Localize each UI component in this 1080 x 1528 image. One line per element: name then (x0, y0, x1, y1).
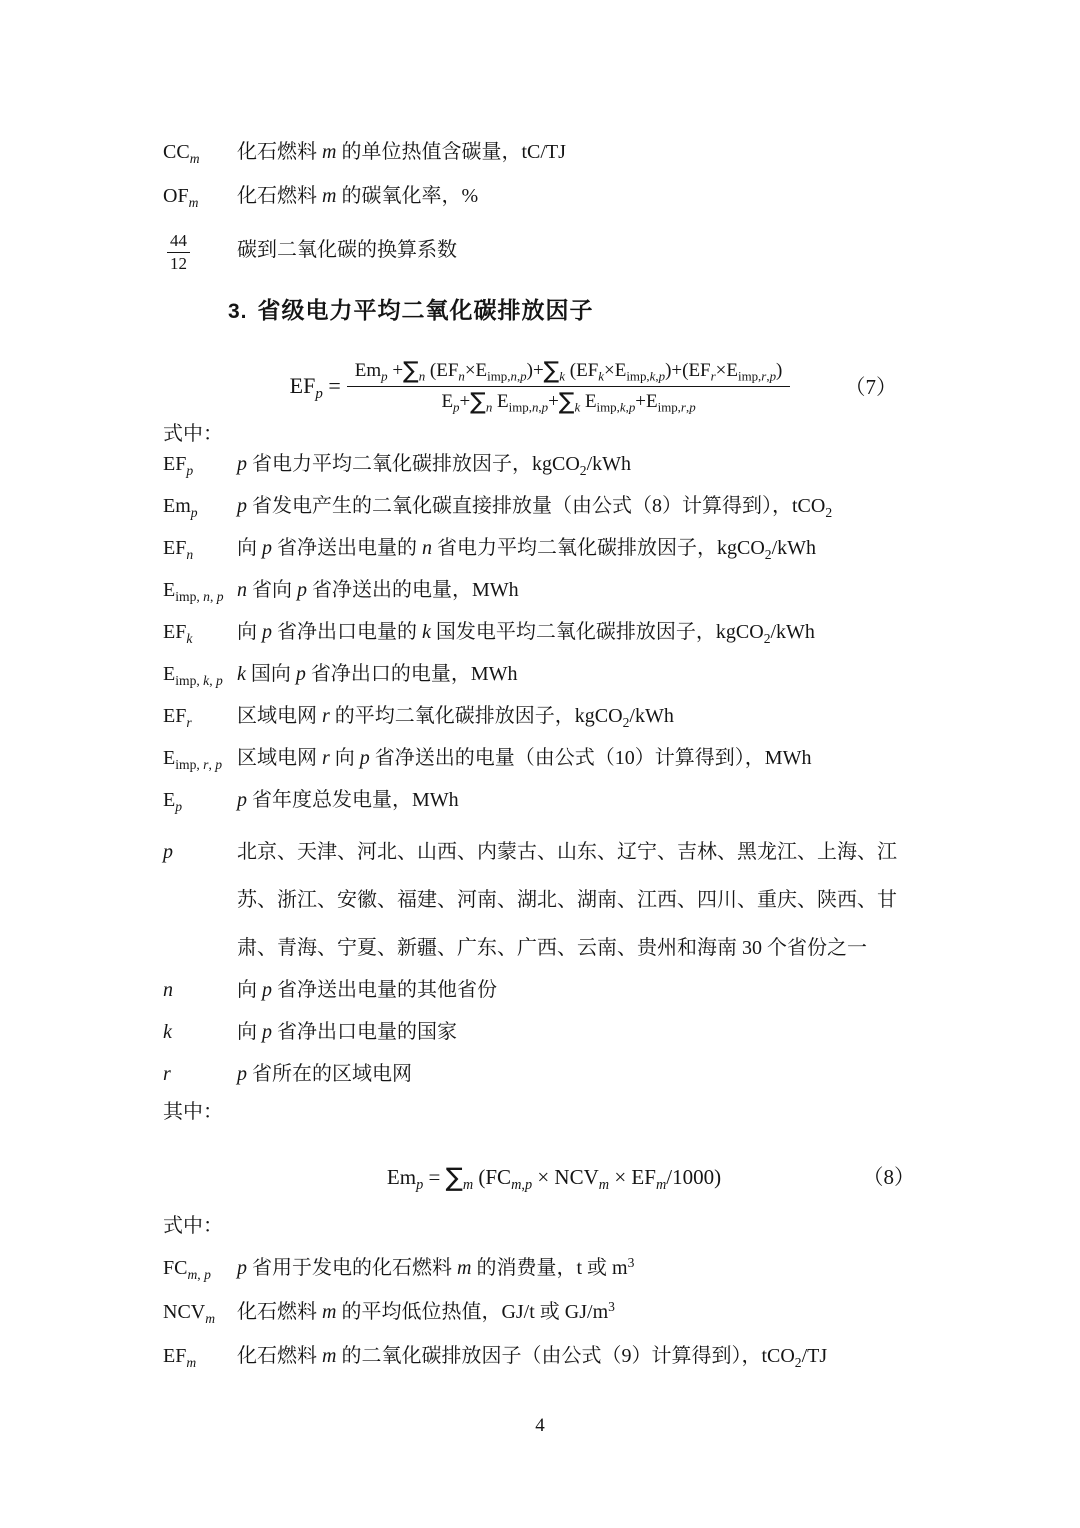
formula-7-numerator: $Em_p +\sum_n$ $(EF_n\times E_{imp,n,p})+\sum_k$ $(EF_k\times E_{imp,k,p})+(EF_r\times E_{imp,r,p})$ (347, 360, 791, 387)
symbol-term: $EF_m$ (163, 1345, 197, 1370)
formula-8 (163, 1162, 917, 1192)
symbol-term: $EF_k$ (163, 621, 193, 646)
symbol-term: $FC_{m,}$ $_p$ (163, 1257, 211, 1282)
symbol-term: $E_{imp,}$ $_{k,}$ $_p$ (163, 663, 223, 688)
where-label-2: 式中： (163, 1215, 223, 1237)
definition-row-provinces (163, 828, 917, 972)
symbol-term: p (163, 841, 173, 863)
symbol-description: 向 p 省净送出电量的 n 省电力平均二氧化碳排放因子，kgCO$_2$/kWh (237, 537, 817, 562)
definition-row (163, 1298, 917, 1326)
definition-row (163, 182, 917, 210)
formula-7 (163, 344, 917, 428)
symbol-term: $EF_p$ (163, 453, 194, 478)
definition-row (163, 576, 917, 604)
fraction-denominator: 12 (170, 254, 187, 273)
among-label: 其中： (163, 1101, 223, 1123)
definition-row (163, 1060, 917, 1088)
formula-7-lhs: $EF_p$ = (289, 373, 341, 403)
formula-8-body: $Em_p = \sum_m$ $(FC_{m,p} \times NCV_m \times EF_m/1000)$ (386, 1163, 722, 1194)
definition-row (163, 534, 917, 562)
formula-8-label: （8） (862, 1165, 915, 1189)
definition-row (163, 450, 917, 478)
definition-row (163, 1018, 917, 1046)
symbol-description: 区域电网 r 的平均二氧化碳排放因子，kgCO$_2$/kWh (237, 705, 674, 730)
definition-row (163, 702, 917, 730)
page-number: 4 (535, 1415, 545, 1436)
definition-row (163, 1254, 917, 1282)
where-label-1: 式中： (163, 423, 223, 445)
symbol-term: n (163, 979, 173, 1001)
section-number: 3. (228, 300, 248, 323)
formula-7-fraction (347, 356, 791, 415)
formula-8-definitions-list (163, 1254, 917, 1384)
symbol-term: $CC_m$ (163, 141, 200, 166)
symbol-description: p 省年度总发电量，MWh (237, 789, 459, 811)
symbol-term: $EF_n$ (163, 537, 194, 562)
fraction-term (163, 226, 237, 274)
definition-row (163, 786, 917, 814)
symbol-description: p 省用于发电的化石燃料 m 的消费量，t 或 $m^3$ (237, 1255, 635, 1279)
symbol-term: $E_{imp,}$ $_{r,}$ $_p$ (163, 747, 223, 772)
symbol-description: 向 p 省净出口电量的 k 国发电平均二氧化碳排放因子，kgCO$_2$/kWh (237, 621, 815, 646)
fraction-numerator: 44 (167, 231, 190, 253)
symbol-description: 化石燃料 m 的平均低位热值，GJ/t 或 $GJ/m^3$ (237, 1299, 615, 1323)
symbol-term: $Em_p$ (163, 495, 198, 520)
symbol-description: k 国向 p 省净出口的电量，MWh (237, 663, 518, 685)
definition-row (163, 744, 917, 772)
symbol-description: 向 p 省净送出电量的其他省份 (237, 979, 497, 1001)
symbol-description: 化石燃料 m 的碳氧化率，% (237, 185, 479, 207)
symbol-term: $EF_r$ (163, 705, 192, 730)
symbol-description: p 省发电产生的二氧化碳直接排放量（由公式（8）计算得到），tCO$_2$ (237, 495, 833, 520)
fraction-44-12 (167, 231, 190, 274)
symbol-term: k (163, 1021, 172, 1043)
top-definitions-list (163, 138, 917, 290)
section-title: 省级电力平均二氧化碳排放因子 (257, 298, 594, 323)
definition-row (163, 226, 917, 274)
symbol-description: p 省所在的区域电网 (237, 1063, 412, 1085)
definition-row (163, 976, 917, 1004)
definition-row (163, 618, 917, 646)
symbol-description: 北京、天津、河北、山西、内蒙古、山东、辽宁、吉林、黑龙江、上海、江苏、浙江、安徽、福建、河南、湖北、湖南、江西、四川、重庆、陕西、甘肃、青海、宁夏、新疆、广东、广西、云南、贵州和海南 30 个省份之一 (237, 841, 897, 959)
symbol-description: 化石燃料 m 的单位热值含碳量，tC/TJ (237, 141, 566, 163)
definition-row (163, 492, 917, 520)
section-heading (228, 292, 594, 325)
symbol-term: r (163, 1063, 171, 1085)
symbol-term: $E_p$ (163, 789, 183, 814)
definition-row (163, 660, 917, 688)
symbol-description: 化石燃料 m 的二氧化碳排放因子（由公式（9）计算得到），tCO$_2$/TJ (237, 1345, 828, 1370)
definition-row (163, 138, 917, 166)
formula-7-label: （7） (844, 375, 897, 399)
formula-7-definitions-list (163, 450, 917, 1102)
symbol-term: $E_{imp,}$ $_{n,}$ $_p$ (163, 579, 224, 604)
symbol-description: 碳到二氧化碳的换算系数 (237, 239, 457, 261)
symbol-term: $OF_m$ (163, 185, 199, 210)
symbol-description: p 省电力平均二氧化碳排放因子，kgCO$_2$/kWh (237, 453, 632, 478)
symbol-description: n 省向 p 省净送出的电量，MWh (237, 579, 519, 601)
definition-row (163, 1342, 917, 1370)
symbol-description: 向 p 省净出口电量的国家 (237, 1021, 457, 1043)
formula-7-denominator: $E_p+\sum_n$ $E_{imp,n,p}+\sum_k$ $E_{imp,k,p}+E_{imp,r,p}$ (441, 387, 696, 415)
symbol-term: $NCV_m$ (163, 1301, 216, 1326)
symbol-description: 区域电网 r 向 p 省净送出的电量（由公式（10）计算得到），MWh (237, 747, 812, 769)
